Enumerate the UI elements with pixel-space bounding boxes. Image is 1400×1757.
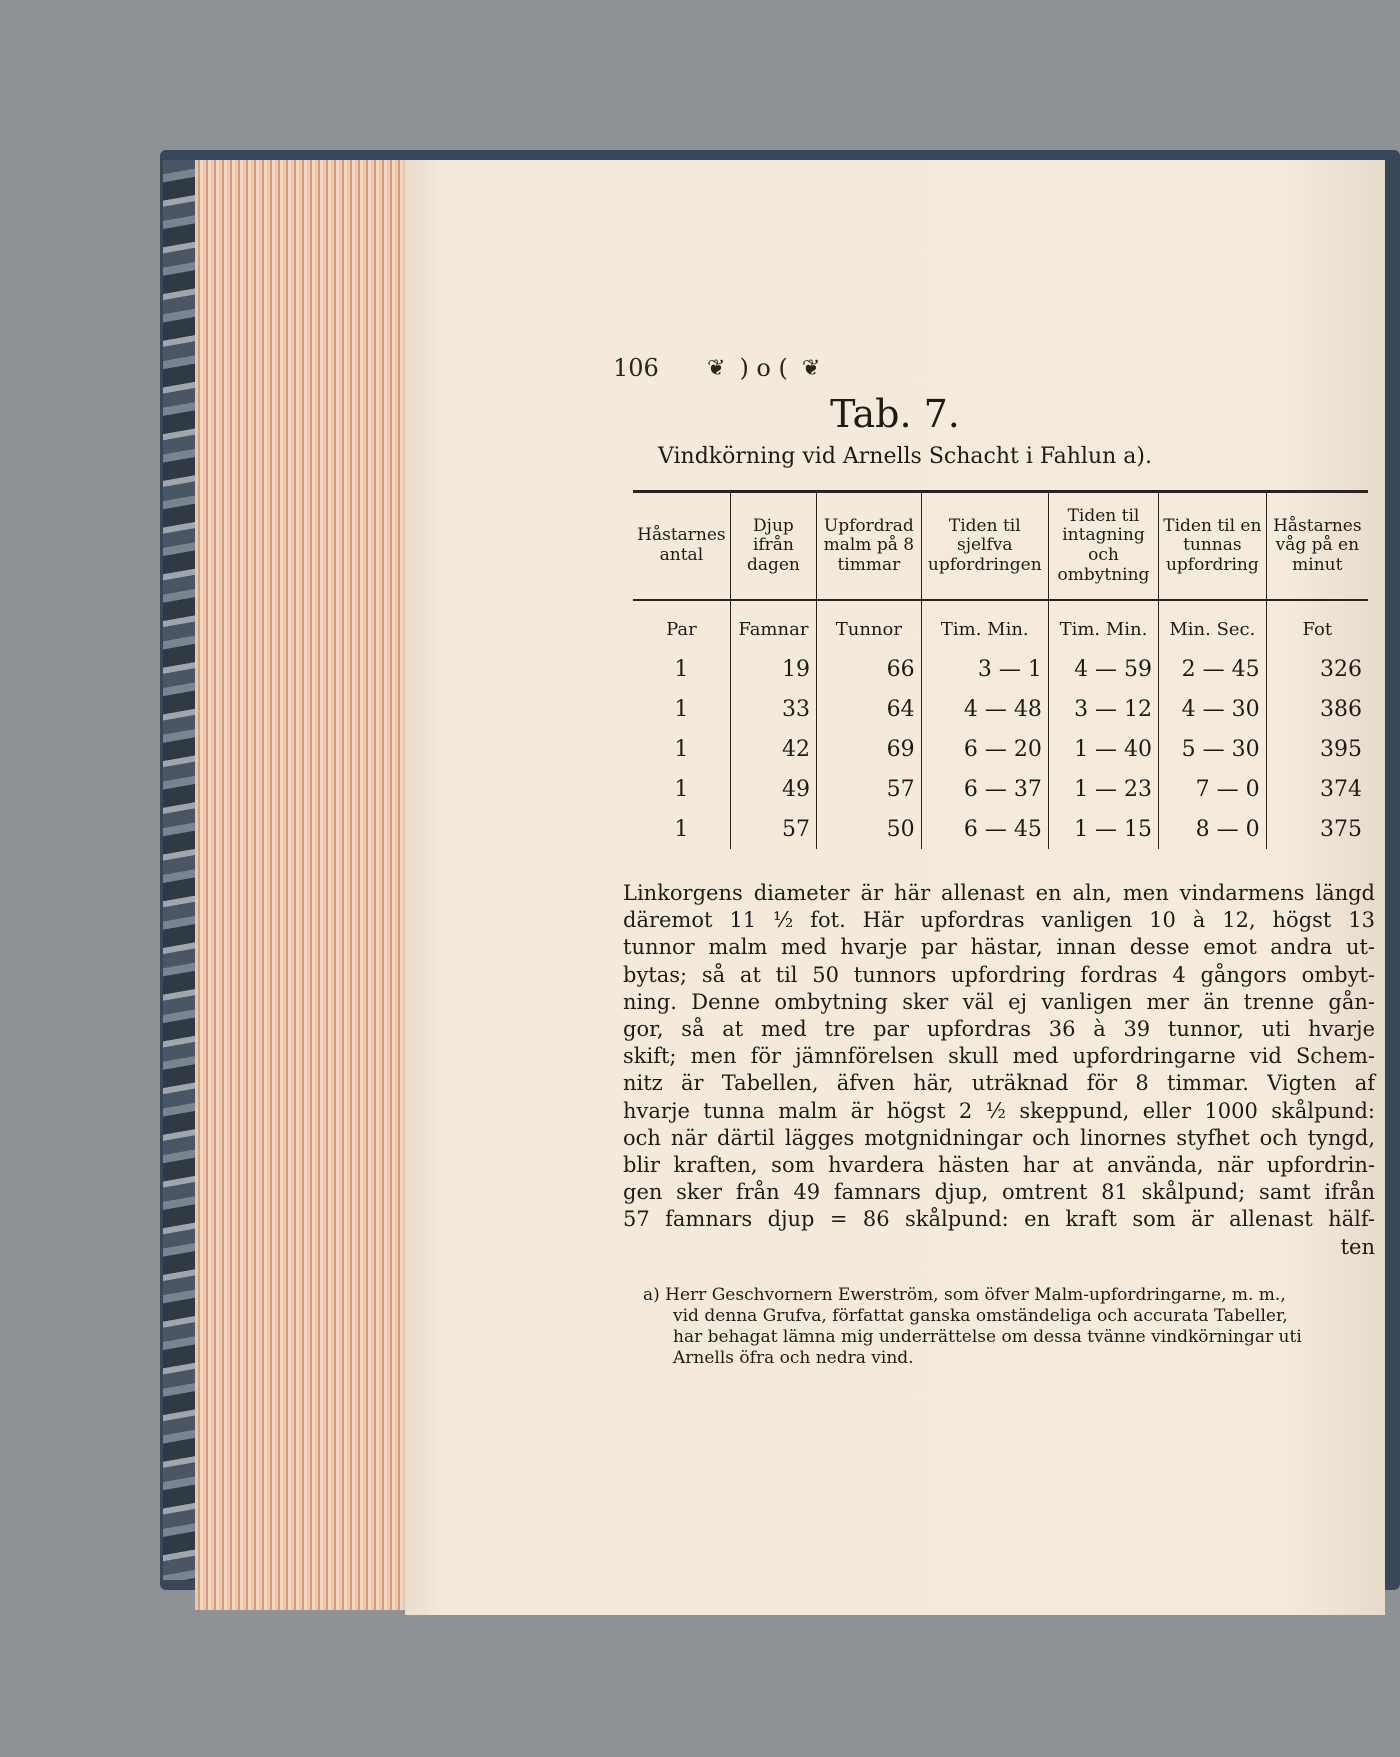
column-header: Tiden til intagning och ombytning — [1048, 492, 1158, 601]
column-header: Tiden til sjelfva upfordringen — [921, 492, 1048, 601]
book-page — [405, 160, 1385, 1615]
header-ornament: ) o ( — [739, 354, 788, 382]
table-cell: 1 — [674, 816, 689, 842]
table-cell: 8 — 0 — [1159, 809, 1267, 849]
table-cell: 7 — 0 — [1159, 769, 1267, 809]
table-cell: 6 — 37 — [921, 769, 1048, 809]
table-row — [633, 649, 1368, 689]
body-line: bytas; så at til 50 tunnors upfordring fordras 4 gångors ombyt- — [623, 962, 1375, 987]
page-edges — [195, 160, 406, 1610]
body-line: gor, så at med tre par upfordras 36 à 39 tunnor, uti hvarje — [623, 1017, 1375, 1042]
table-cell: 1 — 40 — [1048, 729, 1158, 769]
unit-cell: Famnar — [730, 600, 816, 649]
table-cell: 49 — [730, 769, 816, 809]
table-cell: 326 — [1266, 649, 1368, 689]
table-cell: 57 — [817, 769, 922, 809]
table-cell: 3 — 12 — [1048, 689, 1158, 729]
body-line: Linkorgens diameter är här allenast en aln, men vindarmens längd — [623, 881, 1375, 905]
table-cell: 50 — [817, 809, 922, 849]
unit-cell: Tim. Min. — [1048, 600, 1158, 649]
body-text — [623, 880, 1375, 1261]
table-cell: 1 — [674, 696, 689, 722]
table-cell: 1 — 23 — [1048, 769, 1158, 809]
unit-cell: Fot — [1266, 600, 1368, 649]
table-cell: 4 — 30 — [1159, 689, 1267, 729]
table-cell: 69 — [817, 729, 922, 769]
table-cell: 2 — 45 — [1159, 649, 1267, 689]
table-subtitle: Vindkörning vid Arnells Schacht i Fahlun a). — [658, 444, 1152, 469]
table-row — [633, 769, 1368, 809]
table-cell: 19 — [730, 649, 816, 689]
footnote-line: Arnells öfra och nedra vind. — [673, 1348, 914, 1368]
table-cell: 64 — [817, 689, 922, 729]
table-cell: 6 — 20 — [921, 729, 1048, 769]
body-line: ning. Denne ombytning sker väl ej vanligen mer än trenne gån- — [623, 989, 1375, 1014]
footnote-line: har behagat lämna mig underrättelse om dessa tvänne vindkörningar uti — [673, 1327, 1302, 1347]
footnote — [643, 1285, 1375, 1369]
table-cell: 4 — 48 — [921, 689, 1048, 729]
table-title: Tab. 7. — [830, 392, 960, 436]
table-cell: 1 — [674, 656, 689, 682]
body-line: och när därtil lägges motgnidningar och linornes styfhet och tyngd, — [623, 1125, 1375, 1150]
column-header: Upfordrad malm på 8 timmar — [817, 492, 922, 601]
unit-cell: Tim. Min. — [921, 600, 1048, 649]
table-row — [633, 809, 1368, 849]
body-line: tunnor malm med hvarje par hästar, innan desse emot andra ut- — [623, 935, 1375, 960]
body-line: 57 famnars djup = 86 skålpund: en kraft som är allenast hälf- — [623, 1207, 1375, 1232]
table-cell: 395 — [1266, 729, 1368, 769]
body-line: gen sker från 49 famnars djup, omtrent 81 skålpund; samt ifrån — [623, 1180, 1375, 1205]
table-cell: 375 — [1266, 809, 1368, 849]
table-cell: 1 — [674, 776, 689, 802]
table-cell: 33 — [730, 689, 816, 729]
table-cell: 1 — 15 — [1048, 809, 1158, 849]
table-cell: 374 — [1266, 769, 1368, 809]
body-line: däremot 11 ½ fot. Här upfordras vanligen 10 à 12, högst 13 — [623, 908, 1375, 933]
body-line: blir kraften, som hvardera hästen har at använda, när upfordrin- — [623, 1153, 1375, 1178]
body-line: nitz är Tabellen, äfven här, uträknad för 8 timmar. Vigten af — [623, 1071, 1375, 1096]
table-cell: 57 — [730, 809, 816, 849]
table-row — [633, 729, 1368, 769]
table-row — [633, 689, 1368, 729]
body-line: hvarje tunna malm är högst 2 ½ skeppund, eller 1000 skålpund: — [623, 1098, 1375, 1123]
body-line: skift; men för jämnförelsen skull med upfordringarne vid Schem- — [623, 1044, 1375, 1069]
marbled-endpaper — [163, 160, 199, 1580]
column-header: Djup ifrån dagen — [730, 492, 816, 601]
table-cell: 42 — [730, 729, 816, 769]
column-header: Håstarnes antal — [633, 492, 730, 601]
units-row — [633, 600, 1368, 649]
unit-cell: Min. Sec. — [1159, 600, 1267, 649]
column-header: Tiden til en tunnas upfordring — [1159, 492, 1267, 601]
ornament-right-icon: ❦ — [801, 355, 821, 381]
column-header: Håstarnes våg på en minut — [1266, 492, 1368, 601]
table-cell: 66 — [817, 649, 922, 689]
running-header — [613, 348, 1143, 388]
unit-cell: Tunnor — [817, 600, 922, 649]
catchword: ten — [1340, 1234, 1375, 1259]
page-number: 106 — [613, 354, 659, 382]
unit-cell: Par — [666, 618, 697, 640]
table-cell: 386 — [1266, 689, 1368, 729]
table-cell: 3 — 1 — [921, 649, 1048, 689]
table-cell: 4 — 59 — [1048, 649, 1158, 689]
footnote-line: vid denna Grufva, författat ganska omständeliga och accurata Tabeller, — [673, 1306, 1288, 1326]
ornament-left-icon: ❦ — [707, 355, 726, 381]
table-cell: 1 — [674, 736, 689, 762]
header-row — [633, 492, 1368, 601]
table-cell: 5 — 30 — [1159, 729, 1267, 769]
data-table — [633, 490, 1368, 849]
table-cell: 6 — 45 — [921, 809, 1048, 849]
footnote-line: a) Herr Geschvornern Ewerström, som öfver Malm-upfordringarne, m. m., — [643, 1285, 1286, 1305]
